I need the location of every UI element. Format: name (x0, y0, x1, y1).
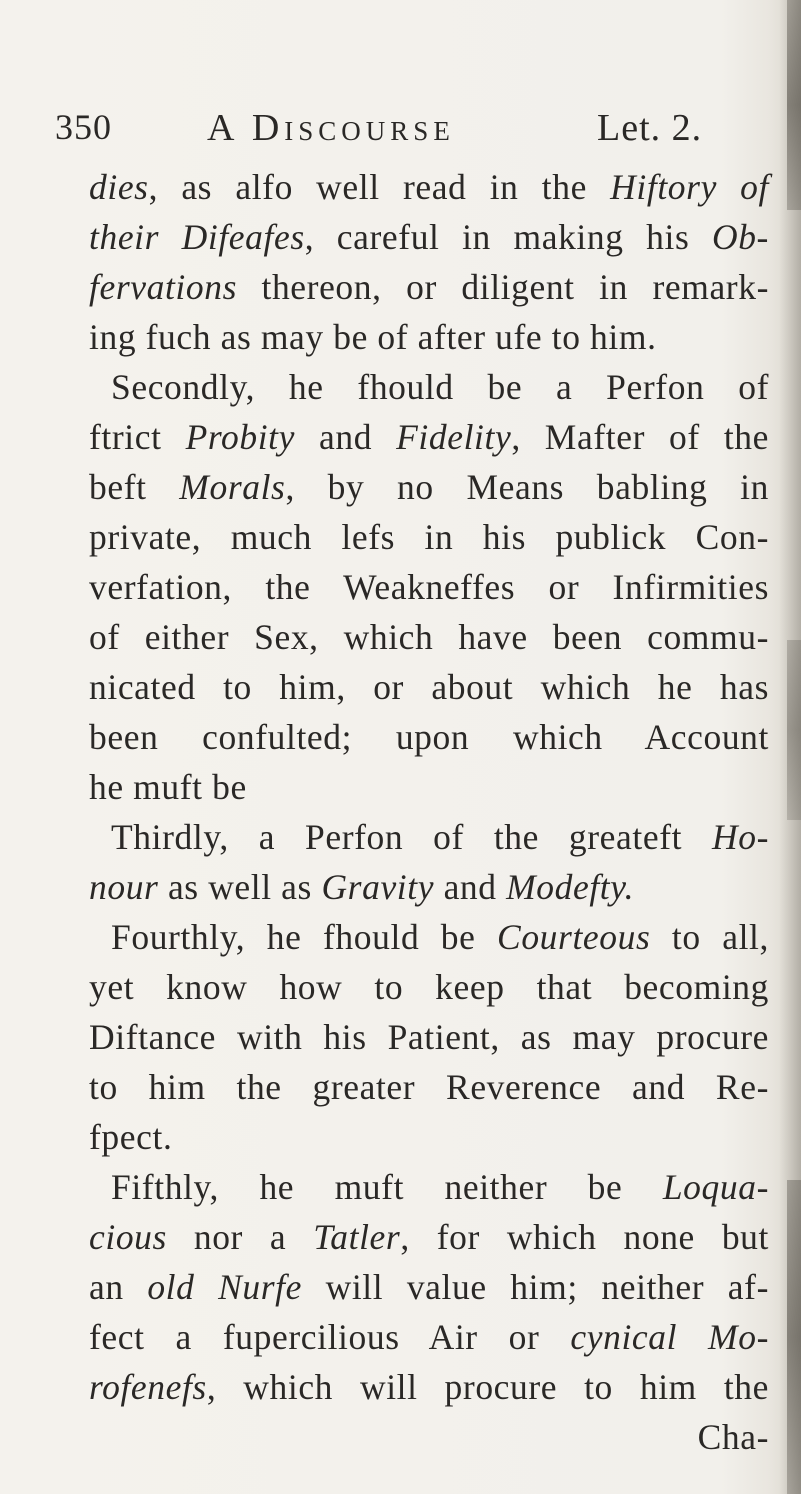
text-line (89, 1312, 769, 1362)
italic-text-run: Modefty. (506, 867, 635, 907)
text-run: been confulted; upon which Account (89, 717, 769, 757)
text-line (89, 512, 769, 562)
italic-text-run: cynical Mo- (570, 1317, 769, 1357)
text-line (89, 612, 769, 662)
text-run: Secondly, he fhould be a Perfon of (111, 367, 769, 407)
text-run: will value him; neither af- (301, 1267, 769, 1307)
italic-text-run: Tatler (313, 1217, 401, 1257)
text-run: Thirdly, a Perfon of the greateft (111, 817, 712, 857)
text-line (89, 962, 769, 1012)
page-number: 350 (55, 107, 112, 147)
text-line (89, 1212, 769, 1262)
text-run: Diftance with his Patient, as may procure (89, 1017, 769, 1057)
italic-text-run: cious (89, 1217, 167, 1257)
catchword (89, 1412, 769, 1462)
text-line (89, 712, 769, 762)
text-line (89, 162, 769, 212)
text-run: Fourthly, he fhould be (111, 917, 498, 957)
text-run: beft (89, 467, 180, 507)
text-line (89, 1062, 769, 1112)
text-line (89, 1012, 769, 1062)
text-run: , Mafter of the (511, 417, 769, 457)
text-run: an (89, 1267, 148, 1307)
italic-text-run: Morals (179, 467, 286, 507)
text-line (89, 662, 769, 712)
text-line (89, 1162, 769, 1212)
text-run: to all, (650, 917, 769, 957)
text-run: he muft be (89, 767, 247, 807)
text-line (89, 312, 769, 362)
text-line (89, 1362, 769, 1412)
page-edge-band (787, 0, 801, 210)
text-line (89, 1262, 769, 1312)
text-run: fpect. (89, 1117, 173, 1157)
italic-text-run: rofenefs (89, 1367, 207, 1407)
italic-text-run: Probity (185, 417, 295, 457)
body-text (89, 162, 769, 1462)
text-line (89, 462, 769, 512)
text-run: ftrict (89, 417, 186, 457)
text-line (89, 762, 769, 812)
text-run: Cha- (697, 1417, 769, 1457)
text-run: , careful in making his (304, 217, 712, 257)
text-run: yet know how to keep that becoming (89, 967, 769, 1007)
running-title: A Discourse (207, 107, 455, 149)
text-run: to him the greater Reverence and Re- (89, 1067, 769, 1107)
text-line (89, 1112, 769, 1162)
italic-text-run: Fidelity (396, 417, 512, 457)
page-edge-band (787, 1180, 801, 1494)
italic-text-run: their Difeafes (89, 217, 305, 257)
text-line (89, 862, 769, 912)
text-run: as well as (158, 867, 322, 907)
italic-text-run: old Nurfe (147, 1267, 302, 1307)
italic-text-run: Courteous (497, 917, 651, 957)
text-run: and (434, 867, 507, 907)
text-line (89, 262, 769, 312)
text-run: ing fuch as may be of after ufe to him. (89, 317, 657, 357)
italic-text-run: Gravity (321, 867, 435, 907)
text-run: of either Sex, which have been commu- (89, 617, 769, 657)
lecture-reference: Let. 2. (597, 107, 703, 149)
italic-text-run: dies (89, 167, 149, 207)
text-line (89, 912, 769, 962)
text-run: , which will procure to him the (206, 1367, 769, 1407)
text-run: nor a (166, 1217, 314, 1257)
text-run: fect a fupercilious Air or (89, 1317, 571, 1357)
text-run: verfation, the Weakneffes or Infirmities (89, 567, 769, 607)
text-run: , for which none but (400, 1217, 769, 1257)
italic-text-run: Ho- (711, 817, 769, 857)
italic-text-run: fervations (89, 267, 237, 307)
text-run: private, much lefs in his publick Con- (89, 517, 769, 557)
text-run: thereon, or diligent in remark- (236, 267, 769, 307)
text-line (89, 362, 769, 412)
text-run: Fifthly, he muft neither be (111, 1167, 663, 1207)
text-run: , by no Means babling in (285, 467, 769, 507)
italic-text-run: Ob- (711, 217, 769, 257)
text-run: nicated to him, or about which he has (89, 667, 769, 707)
text-line (89, 412, 769, 462)
italic-text-run: nour (89, 867, 159, 907)
running-header (55, 106, 775, 166)
text-run: and (295, 417, 397, 457)
text-line (89, 212, 769, 262)
italic-text-run: Hiftory of (610, 167, 769, 207)
text-run: , as alfo well read in the (148, 167, 611, 207)
text-line (89, 562, 769, 612)
italic-text-run: Loqua- (662, 1167, 769, 1207)
text-line (89, 812, 769, 862)
page-edge-band (787, 640, 801, 820)
